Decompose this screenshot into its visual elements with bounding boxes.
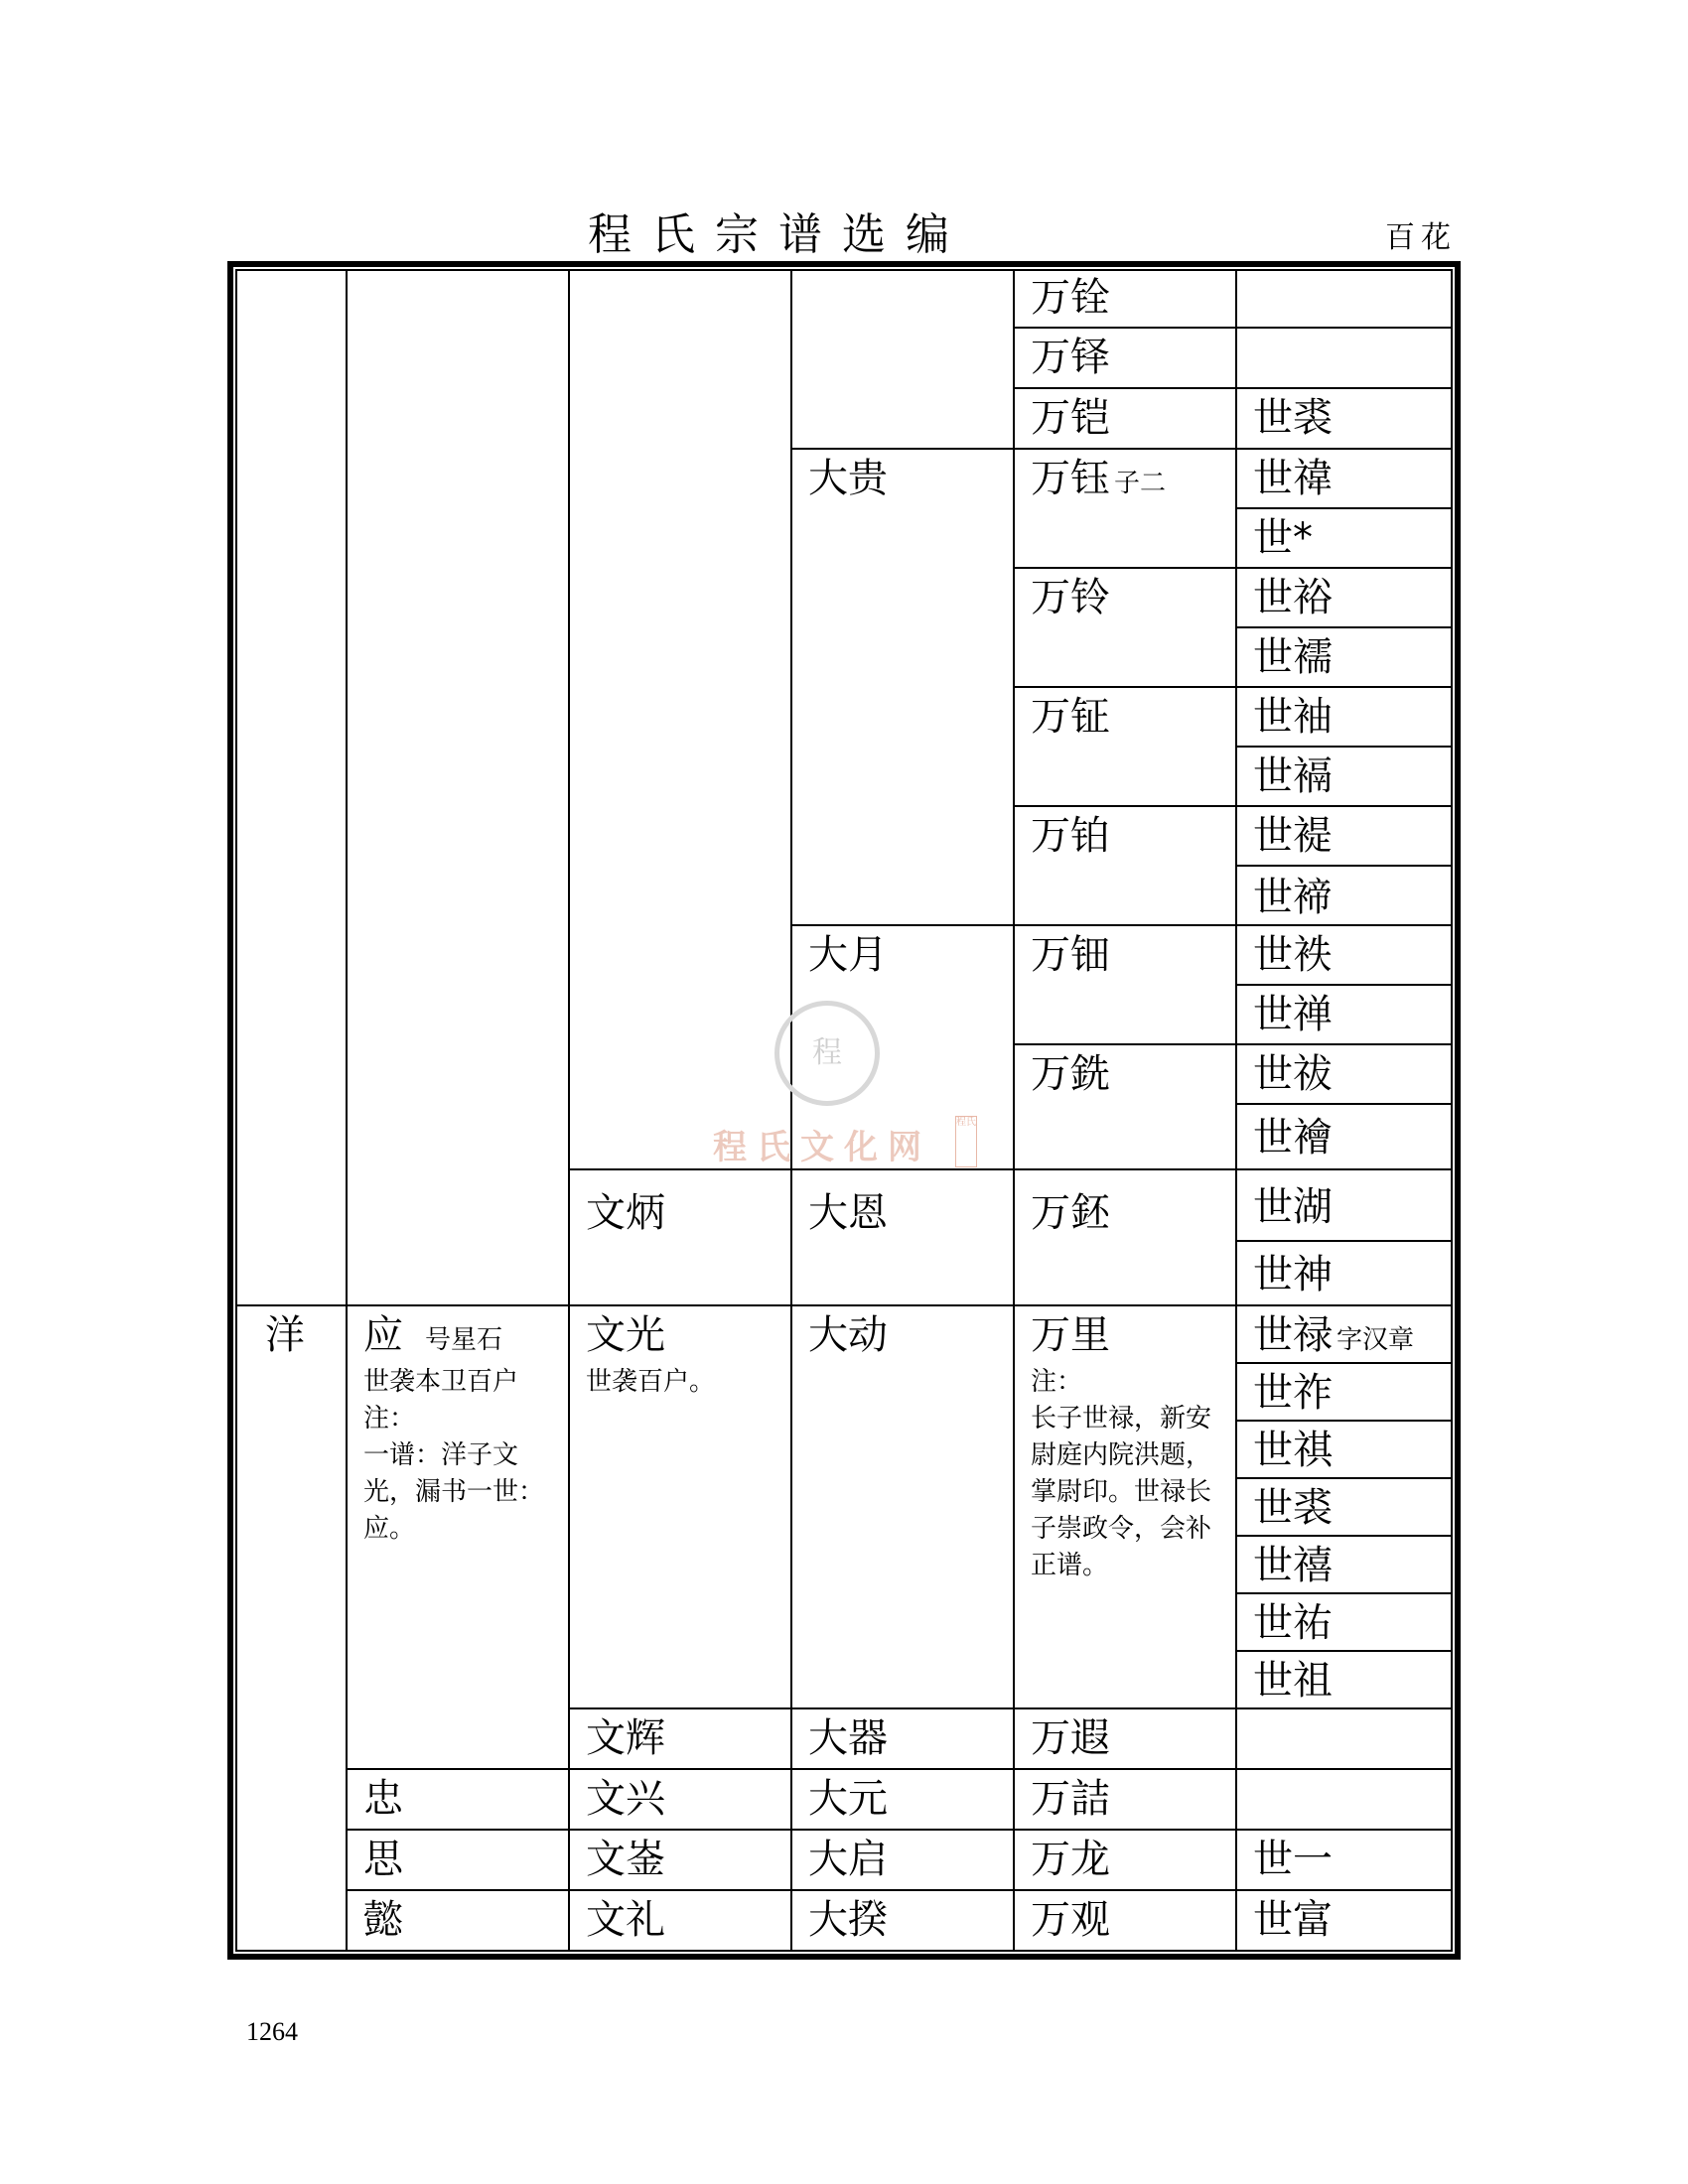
gen5-detail-line: 子崇政令，会补 [1031,1514,1212,1544]
gen6-name: 世裘 [1253,395,1333,441]
gen4-name: 大器 [808,1715,888,1761]
gen4-cell [792,1891,1015,1952]
gen6-cell [1237,1594,1453,1652]
gen6-cell-empty [1237,329,1453,389]
gen2-name: 思 [363,1837,403,1882]
gen4-name: 大恩 [808,1190,888,1236]
gen2-cell-empty [348,269,570,1306]
gen3-cell-empty [570,269,792,1170]
gen6-name: 世袟 [1253,932,1333,978]
gen5-name: 万钿 [1031,932,1110,978]
watermark-seal-icon: 程 [774,1001,880,1106]
gen5-detail-line: 掌尉印。世禄长 [1031,1477,1212,1507]
gen6-cell [1237,986,1453,1045]
gen6-cell [1237,569,1453,628]
gen3-cell [570,1891,792,1952]
gen6-cell [1237,1891,1453,1952]
gen4-cell [792,1306,1015,1709]
section-label: 百花 [1385,220,1457,255]
gen2-name-text: 应 [363,1312,403,1358]
gen6-cell [1237,389,1453,450]
gen4-cell [792,1770,1015,1831]
gen6-name: 世襘 [1253,1115,1333,1160]
gen6-cell [1237,450,1453,509]
gen4-cell [792,450,1015,926]
gen5-name: 万里 [1031,1312,1110,1358]
gen6-cell [1237,688,1453,748]
gen6-name: 世一 [1253,1837,1333,1882]
gen5-cell [1015,688,1237,807]
gen6-name: 世袖 [1253,694,1333,740]
gen2-cell-yi [348,1891,570,1952]
gen4-name: 大元 [808,1776,888,1822]
gen6-cell-empty [1237,1709,1453,1770]
gen5-name-text: 万钰 [1031,456,1110,501]
gen6-name-text: 世禄 [1253,1312,1333,1358]
gen5-cell [1015,1170,1237,1306]
gen6-name: 世祺 [1253,1428,1333,1473]
gen2-name-note: 号星石 [425,1325,503,1355]
gen5-cell [1015,329,1237,389]
gen5-cell [1015,1831,1237,1891]
gen5-cell [1015,1770,1237,1831]
gen6-name: 世禧 [1253,1543,1333,1588]
gen3-name: 文炳 [586,1190,665,1236]
gen3-name: 文光 [586,1312,665,1358]
gen5-cell [1015,269,1237,329]
gen5-name: 万铃 [1031,575,1110,620]
gen6-cell [1237,1242,1453,1306]
gen6-name: 世襦 [1253,634,1333,680]
gen3-detail-line: 世袭百户。 [586,1367,716,1397]
gen3-cell [570,1770,792,1831]
gen5-detail-line: 尉庭内院洪题， [1031,1440,1212,1470]
gen6-name: 世褅 [1253,875,1333,920]
gen2-detail-line: 应。 [363,1514,416,1544]
gen5-name: 万钲 [1031,694,1110,740]
gen3-cell [570,1709,792,1770]
gen6-name: 世祓 [1253,1051,1333,1097]
gen4-cell [792,1831,1015,1891]
gen5-name: 万詰 [1031,1776,1110,1822]
gen6-name: 世祐 [1253,1600,1333,1646]
gen6-name: 世禕 [1253,456,1333,501]
gen5-cell [1015,389,1237,450]
gen6-cell-empty [1237,1770,1453,1831]
watermark-text: 程氏文化网 [713,1128,931,1167]
gen4-cell [792,1170,1015,1306]
gen6-cell [1237,1364,1453,1422]
gen4-cell-empty [792,269,1015,450]
gen5-name-note: 子二 [1114,469,1167,498]
gen6-name: 世湖 [1253,1184,1333,1230]
gen2-detail-line: 一谱：洋子文 [363,1440,519,1470]
gen6-cell [1237,1652,1453,1709]
gen4-name: 大启 [808,1837,888,1882]
watermark-mini-seal-icon: 程氏 [955,1116,977,1167]
gen5-name: 万銑 [1031,1051,1110,1097]
gen6-cell [1237,867,1453,926]
gen3-cell [570,1170,792,1306]
gen6-cell [1237,628,1453,688]
gen6-name: 世裘 [1253,1485,1333,1531]
gen5-detail-line: 注： [1031,1367,1083,1397]
gen5-cell [1015,1891,1237,1952]
gen5-name: 万鉟 [1031,1190,1110,1236]
gen6-cell [1237,1105,1453,1170]
gen5-name: 万观 [1031,1897,1110,1943]
gen6-name: 世祖 [1253,1658,1333,1704]
gen6-name: 世神 [1253,1252,1333,1297]
gen2-detail-line: 注： [363,1404,416,1433]
gen6-name: 世褆 [1253,813,1333,859]
gen6-cell [1237,1306,1453,1364]
gen6-name: 世祚 [1253,1370,1333,1416]
gen6-cell [1237,1422,1453,1479]
gen3-name: 文兴 [586,1776,665,1822]
gen2-name: 忠 [363,1776,403,1822]
gen2-name [363,1306,502,1369]
gen3-cell [570,1831,792,1891]
gen5-cell [1015,807,1237,926]
gen5-cell [1015,450,1237,569]
page-title: 程氏宗谱选编 [588,209,969,260]
gen1-cell-yang [235,1306,348,1952]
gen5-cell [1015,926,1237,1045]
gen3-name: 文崟 [586,1837,665,1882]
gen3-cell [570,1306,792,1709]
gen6-name: 世裕 [1253,575,1333,620]
gen2-detail-line: 光，漏书一世： [363,1477,545,1507]
gen6-cell [1237,1045,1453,1105]
gen1-cell-empty [235,269,348,1306]
gen5-name: 万遐 [1031,1715,1110,1761]
gen5-name: 万铨 [1031,275,1110,321]
gen6-cell [1237,926,1453,986]
gen6-cell [1237,748,1453,807]
gen3-name: 文辉 [586,1715,665,1761]
gen6-name: 世䙐 [1253,753,1333,799]
gen6-cell [1237,509,1453,569]
gen4-name: 大动 [808,1312,888,1358]
gen5-detail-line: 正谱。 [1031,1551,1109,1580]
gen6-cell-empty [1237,269,1453,329]
gen6-cell [1237,1537,1453,1594]
page-number: 1264 [246,2017,298,2046]
gen6-name: 世禅 [1253,992,1333,1037]
gen5-cell [1015,1045,1237,1170]
gen4-name: 大月 [808,932,888,978]
gen2-cell-zhong [348,1770,570,1831]
gen6-cell [1237,1170,1453,1242]
gen5-name: 万铠 [1031,395,1110,441]
gen6-cell [1237,1479,1453,1537]
gen5-name [1031,450,1166,512]
gen6-cell [1237,807,1453,867]
gen2-cell-si [348,1831,570,1891]
gen4-cell [792,1709,1015,1770]
gen5-cell [1015,569,1237,688]
gen6-name: 世富 [1253,1897,1333,1943]
gen2-detail-line: 世袭本卫百户 [363,1367,519,1397]
gen3-name: 文礼 [586,1897,665,1943]
gen6-name-note: 字汉章 [1336,1325,1415,1355]
genealogy-table [235,269,1453,1952]
gen5-name: 万龙 [1031,1837,1110,1882]
gen1-name: 洋 [265,1312,305,1358]
gen6-cell [1237,1831,1453,1891]
gen5-cell [1015,1709,1237,1770]
gen4-name: 大揆 [808,1897,888,1943]
gen5-detail-line: 长子世禄，新安 [1031,1404,1212,1433]
gen5-name: 万铂 [1031,813,1110,859]
gen2-name: 懿 [363,1897,403,1943]
gen5-cell [1015,1306,1237,1709]
gen4-name: 大贵 [808,456,888,501]
gen6-name: 世* [1253,515,1313,561]
gen5-name: 万铎 [1031,335,1110,380]
gen6-name [1253,1306,1414,1369]
gen2-cell-ying [348,1306,570,1770]
